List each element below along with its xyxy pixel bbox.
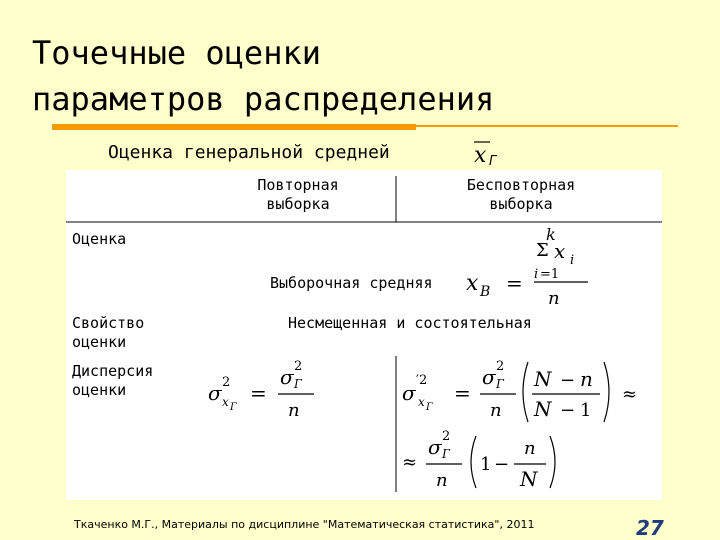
title-underline-thick <box>52 124 416 130</box>
svg-text:1: 1 <box>480 454 492 475</box>
svg-text:x: x <box>474 143 487 168</box>
svg-text:x: x <box>554 239 566 263</box>
svg-text:x: x <box>222 395 229 409</box>
svg-text:2: 2 <box>294 359 303 374</box>
svg-text:Σ: Σ <box>536 240 549 261</box>
svg-text:n: n <box>288 400 300 421</box>
svg-text:σ: σ <box>402 381 416 405</box>
svg-text:x: x <box>418 395 425 409</box>
svg-text:≈: ≈ <box>402 452 418 473</box>
svg-text:=1: =1 <box>540 267 560 282</box>
svg-text:N: N <box>520 467 538 491</box>
estimates-table <box>66 170 662 500</box>
svg-text:2: 2 <box>442 429 451 444</box>
title-line-1: Точечные оценки <box>32 34 321 72</box>
row-label-variance: Дисперсия оценки <box>72 362 154 399</box>
header-nonrepeated-sample: Бесповторная выборка <box>466 176 576 213</box>
svg-text:Г: Г <box>496 377 504 391</box>
subtitle: Оценка генеральной средней <box>108 142 390 163</box>
sample-mean-formula <box>462 222 592 312</box>
variance-nonrepeated-approx-formula <box>400 424 580 494</box>
property-value: Несмещенная и состоятельная <box>288 314 532 332</box>
variance-nonrepeated-formula <box>400 354 662 424</box>
title-line-2: параметров распределения <box>32 80 495 118</box>
general-mean-symbol <box>472 138 512 168</box>
svg-text:Г: Г <box>426 402 433 413</box>
header-repeated-sample: Повторная выборка <box>257 176 339 213</box>
variance-repeated-formula <box>206 354 332 424</box>
svg-text:=: = <box>506 271 523 295</box>
row-label-property: Свойство оценки <box>72 314 145 351</box>
footer-credit: Ткаченко М.Г., Материалы по дисциплине "Математическая статистика", 2011 <box>74 518 535 531</box>
svg-text:σ: σ <box>482 365 496 389</box>
svg-text:′2: ′2 <box>416 373 428 388</box>
svg-text:−: − <box>560 370 576 391</box>
svg-text:−: − <box>494 454 510 475</box>
svg-text:2: 2 <box>496 359 505 374</box>
svg-text:n: n <box>524 438 536 459</box>
svg-text:N: N <box>534 397 552 421</box>
sample-mean-label: Выборочная средняя <box>270 274 433 292</box>
svg-text:n: n <box>490 400 502 421</box>
svg-text:N: N <box>534 367 552 391</box>
svg-text:1: 1 <box>580 400 592 421</box>
svg-text:=: = <box>454 381 471 405</box>
svg-text:Г: Г <box>489 154 497 168</box>
svg-text:≈: ≈ <box>622 384 638 405</box>
svg-text:i: i <box>534 267 539 282</box>
svg-text:=: = <box>250 381 267 405</box>
svg-text:В: В <box>480 284 491 300</box>
svg-text:σ: σ <box>280 365 294 389</box>
slide-title <box>32 30 494 122</box>
svg-text:k: k <box>546 225 556 244</box>
svg-text:n: n <box>548 288 560 309</box>
svg-text:Г: Г <box>230 402 237 413</box>
svg-text:n: n <box>580 367 593 391</box>
svg-text:x: x <box>466 271 479 296</box>
title-underline-thin <box>416 125 678 127</box>
svg-text:2: 2 <box>222 375 231 390</box>
svg-text:Г: Г <box>294 377 302 391</box>
row-label-estimate: Оценка <box>72 230 127 248</box>
svg-text:n: n <box>436 470 448 491</box>
svg-text:σ: σ <box>428 435 442 459</box>
svg-text:σ: σ <box>208 381 222 405</box>
svg-text:−: − <box>560 400 576 421</box>
page-number: 27 <box>636 516 664 540</box>
svg-text:i: i <box>570 253 575 268</box>
svg-text:Г: Г <box>442 447 450 461</box>
